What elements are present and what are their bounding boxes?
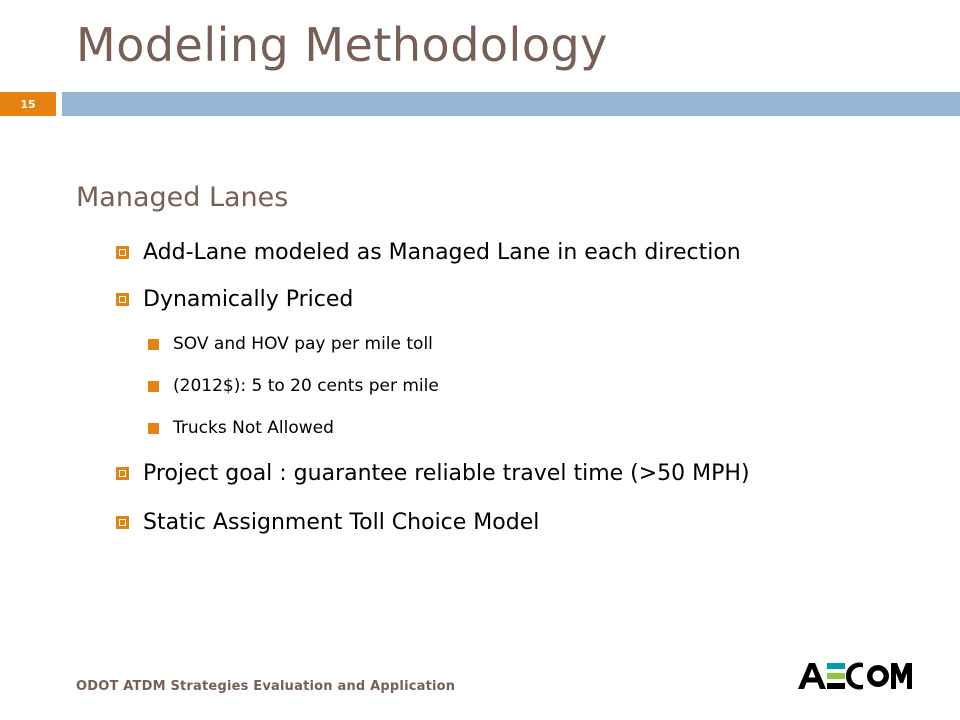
filled-square-bullet-icon <box>148 381 159 392</box>
bullet-text: Dynamically Priced <box>143 287 354 312</box>
sub-bullet-item <box>148 376 439 396</box>
sub-bullet-text: (2012$): 5 to 20 cents per mile <box>173 376 439 396</box>
sub-bullet-item <box>148 334 433 354</box>
square-bullet-icon <box>116 246 129 259</box>
bullet-item <box>116 287 353 312</box>
square-bullet-icon <box>116 293 129 306</box>
square-bullet-icon <box>116 467 129 480</box>
aecom-logo <box>796 659 912 693</box>
sub-bullet-text: Trucks Not Allowed <box>173 418 334 438</box>
bullet-item <box>116 510 539 535</box>
sub-bullet-text: SOV and HOV pay per mile toll <box>173 334 433 354</box>
bullet-text: Add-Lane modeled as Managed Lane in each direction <box>143 240 741 265</box>
filled-square-bullet-icon <box>148 339 159 350</box>
bullet-text: Static Assignment Toll Choice Model <box>143 510 540 535</box>
page-number-badge <box>0 92 56 116</box>
section-heading: Managed Lanes <box>76 182 289 213</box>
page-number: 15 <box>20 97 36 111</box>
sub-bullet-item <box>148 418 334 438</box>
filled-square-bullet-icon <box>148 423 159 434</box>
bullet-item <box>116 461 750 486</box>
title-divider-bar <box>62 92 960 116</box>
bullet-item <box>116 240 741 265</box>
bullet-text: Project goal : guarantee reliable travel time (>50 MPH) <box>143 461 750 486</box>
footer-text: ODOT ATDM Strategies Evaluation and Application <box>76 679 456 694</box>
square-bullet-icon <box>116 516 129 529</box>
slide-title: Modeling Methodology <box>76 18 608 72</box>
